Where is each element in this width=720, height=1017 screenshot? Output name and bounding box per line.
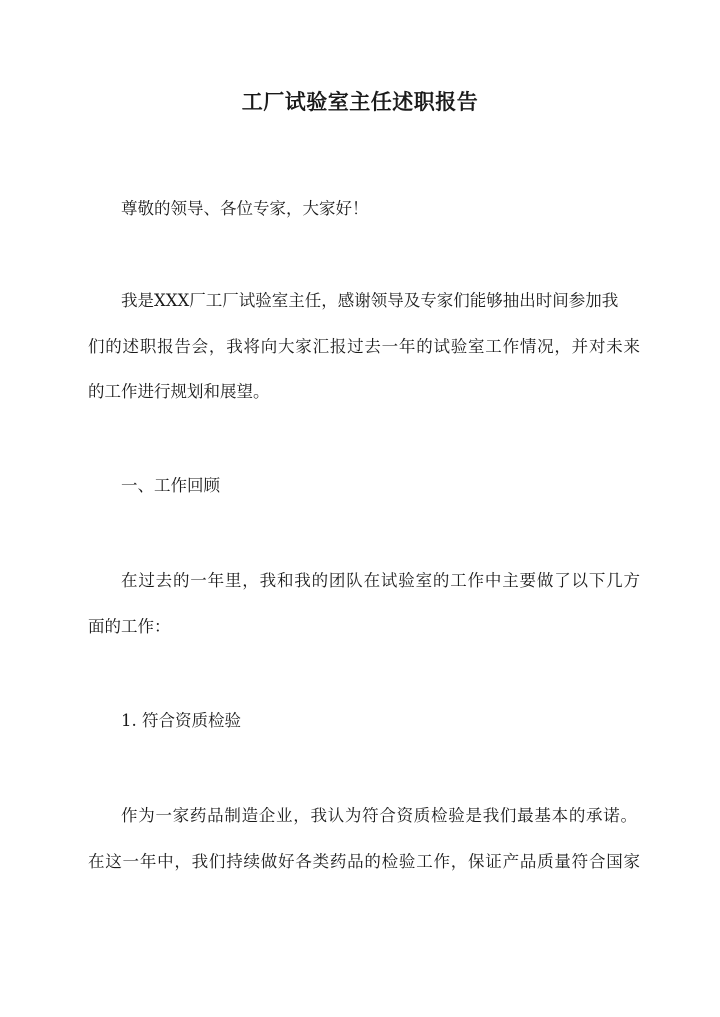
item1-line-1: 作为一家药品制造企业，我认为符合资质检验是我们最基本的承诺。 bbox=[121, 806, 637, 825]
section-heading-work-review: 一、工作回顾 bbox=[121, 476, 220, 495]
intro-line-1: 我是XXX厂工厂试验室主任，感谢领导及专家们能够抽出时间参加我 bbox=[121, 291, 619, 310]
intro-line-3: 的工作进行规划和展望。 bbox=[88, 382, 270, 401]
review-line-2: 面的工作： bbox=[88, 617, 171, 636]
greeting-paragraph: 尊敬的领导、各位专家，大家好！ bbox=[121, 199, 369, 218]
item1-line-2: 在这一年中，我们持续做好各类药品的检验工作，保证产品质量符合国家 bbox=[88, 852, 640, 871]
item-heading-qualification-inspection: 1. 符合资质检验 bbox=[121, 711, 241, 730]
review-line-1: 在过去的一年里，我和我的团队在试验室的工作中主要做了以下几方 bbox=[121, 571, 640, 590]
document-title: 工厂试验室主任述职报告 bbox=[241, 89, 479, 114]
intro-line-2: 们的述职报告会，我将向大家汇报过去一年的试验室工作情况，并对未来 bbox=[88, 337, 640, 356]
